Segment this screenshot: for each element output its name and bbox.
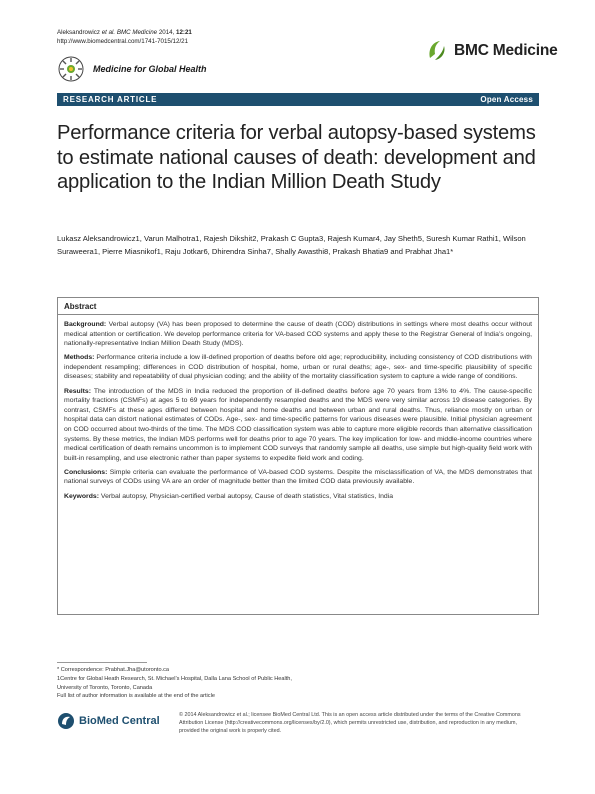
keywords-label: Keywords: (64, 492, 99, 500)
biomed-central-text: BioMed Central (79, 715, 160, 727)
article-url[interactable]: http://www.biomedcentral.com/1741-7015/12/21 (57, 37, 189, 45)
abstract-methods (64, 353, 532, 382)
citation-journal: et al. BMC Medicine (101, 29, 158, 36)
correspondence-note: * Correspondence: Prabhat.Jha@utoronto.ca (57, 667, 170, 673)
conclusions-text: Simple criteria can evaluate the performance of VA-based COD systems. Despite the misclassification of VA, the MDS demonstrates that national surveys of CODs using VA are an order of magnitude better than the limited COD data previously available. (64, 468, 532, 486)
abstract-keywords (64, 492, 532, 502)
biomed-central-icon (57, 712, 75, 730)
background-label: Background: (64, 321, 107, 328)
conclusions-label: Conclusions: (64, 468, 108, 476)
abstract-body (58, 315, 538, 501)
abstract-conclusions (64, 468, 532, 487)
abstract-results (64, 387, 532, 464)
globe-icon (57, 55, 85, 83)
methods-label: Methods: (64, 354, 95, 362)
author-list: Lukasz Aleksandrowicz1, Varun Malhotra1, Rajesh Dikshit2, Prakash C Gupta3, Rajesh Kumar4, Jay Sheth5, Suresh Kumar Rathi1, Wilson Suraweera1, Pierre Miasnikof1, Raju Jotkar6, Dhirendra Sinha7, Shally Awasthi8, Prakash Bhatia9 and Prabhat Jha1* (57, 234, 526, 256)
methods-text: Performance criteria include a low ill-defined proportion of deaths before old age; reproducibility, including consistency of COD distributions with independent resampling; differences in COD distribution of hospital, home, urban or rural deaths; age-, sex- and time-specific plausibility of specific diseases; stability and repeatability of dual physician coding; and the ability of the mortality classification system to capture a wide range of conditions. (64, 354, 532, 381)
open-access-label: Open Access (480, 95, 533, 104)
journal-name: Medicine for Global Health (93, 64, 207, 74)
bmc-medicine-logo (426, 38, 558, 64)
bmc-swirl-icon (426, 38, 448, 64)
abstract-box (57, 297, 539, 615)
citation-authors: Aleksandrowicz (57, 29, 102, 36)
results-text: The introduction of the MDS in India reduced the proportion of ill-defined deaths before age 70 years from 13% to 4%. The cause-specific mortality fractions (CSMFs) at ages 5 to 69 years for independently resampled deaths and the MDS were very similar across 19 disease categories. By contrast, CSMFs at these ages differed between hospital and home deaths and between urban and rural deaths. Thus, reliance mostly on urban or hospital data can distort national estimates of CODs. Age-, sex- and time-specific patterns for various diseases were plausible. Initial physician agreement on COD occurred about two-thirds of the time. The MDS COD classification system was able to capture more eligible records than alternative classification systems. By these metrics, the Indian MDS performs well for deaths prior to age 70 years. The key implication for low- and middle-income countries where medical certification of death remains uncommon is to implement COD surveys that randomly sample all deaths, use simple but high-quality field work with built-in resampling, and use electronic rather than paper systems to expedite field work and coding. (64, 387, 532, 462)
article-title: Performance criteria for verbal autopsy-based systems to estimate national causes of death: development and application to the Indian Million Death Study (57, 122, 536, 194)
citation-volume: 12:21 (176, 29, 192, 36)
results-label: Results: (64, 387, 92, 395)
background-text: Verbal autopsy (VA) has been proposed to determine the cause of death (COD) distributions in settings where most deaths occur without medical attention or certification. We develop performance criteria for VA-based COD systems and apply these to the Registrar General of India’s ongoing, nationally-representative Indian Million Death Study (MDS). (64, 321, 532, 348)
footnote-divider (57, 662, 147, 663)
citation-header (57, 29, 192, 46)
keywords-text: Verbal autopsy, Physician-certified verbal autopsy, Cause of death statistics, Vital statistics, India (99, 492, 394, 500)
footnotes (57, 666, 317, 701)
biomed-central-logo (57, 712, 160, 730)
license-text: © 2014 Aleksandrowicz et al.; licensee BioMed Central Ltd. This is an open access article distributed under the terms of the Creative Commons Attribution License (http://creativecommons.org/licenses/by/2.0), which permits unrestricted use, distribution, and reproduction in any medium, provided the original work is properly cited. (179, 712, 521, 735)
article-type: RESEARCH ARTICLE (63, 95, 158, 104)
citation-year: 2014, (157, 29, 177, 36)
abstract-heading: Abstract (58, 298, 538, 315)
bmc-medicine-text: BMC Medicine (454, 42, 558, 59)
article-type-banner (57, 93, 539, 106)
journal-banner (57, 55, 207, 83)
affiliation-note: 1Centre for Global Heath Research, St. Michael’s Hospital, Dalla Lana School of Public Health, University of Toronto, Toronto, Canada (57, 675, 292, 691)
abstract-background (64, 320, 532, 349)
full-list-note: Full list of author information is available at the end of the article (57, 693, 215, 700)
